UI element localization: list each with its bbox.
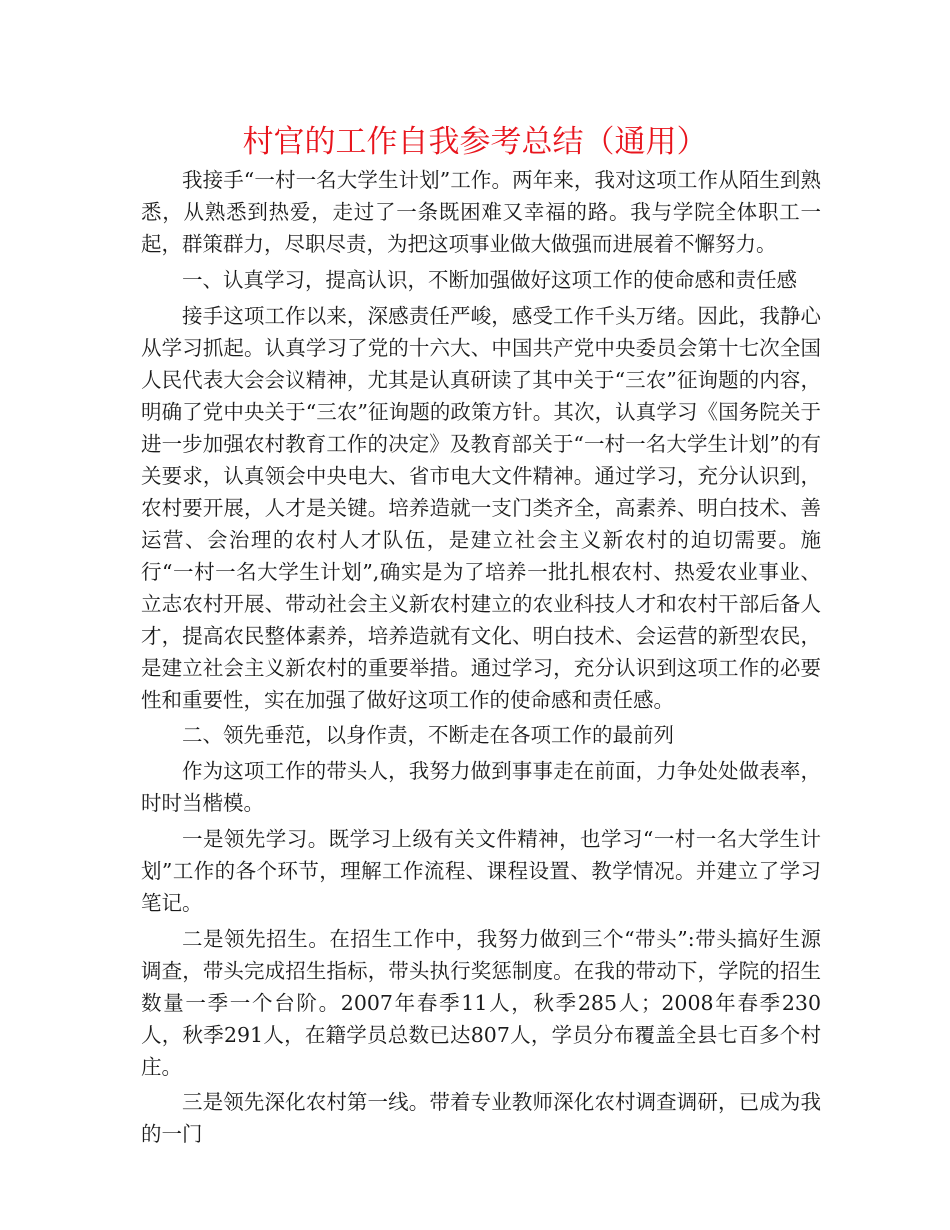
paragraph-lead-study: 一是领先学习。既学习上级有关文件精神，也学习“一村一名大学生计划”工作的各个环节，理解工作流程、课程设置、教学情况。并建立了学习笔记。 <box>141 826 821 915</box>
paragraph-lead-village: 三是领先深化农村第一线。带着专业教师深化农村调查调研，已成为我的一门 <box>141 1090 821 1147</box>
section-heading-2: 二、领先垂范，以身作责，不断走在各项工作的最前列 <box>182 723 674 748</box>
paragraph-lead-enrollment: 二是领先招生。在招生工作中，我努力做到三个“带头”:带头搞好生源调查，带头完成招生指标，带头执行奖惩制度。在我的带动下，学院的招生数量一季一个台阶。2007年春季11人，秋季285人；2008年春季230人，秋季291人，在籍学员总数已达807人，学员分布覆盖全县七百多个村庄。 <box>141 926 821 1079</box>
document-body <box>141 164 821 1154</box>
section-heading-1: 一、认真学习，提高认识，不断加强做好这项工作的使命感和责任感 <box>182 267 797 292</box>
paragraph-study: 接手这项工作以来，深感责任严峻，感受工作千头万绪。因此，我静心从学习抓起。认真学习了党的十六大、中国共产党中央委员会第十七次全国人民代表大会会议精神，尤其是认真研读了其中关于“三农”征询题的内容，明确了党中央关于“三农”征询题的政策方针。其次，认真学习《国务院关于进一步加强农村教育工作的决定》及教育部关于“一村一名大学生计划”的有关要求，认真领会中央电大、省市电大文件精神。通过学习，充分认识到，农村要开展，人才是关键。培养造就一支门类齐全，高素养、明白技术、善运营、会治理的农村人才队伍，是建立社会主义新农村的迫切需要。施行“一村一名大学生计划”,确实是为了培养一批扎根农村、热爱农业事业、立志农村开展、带动社会主义新农村建立的农业科技人才和农村干部后备人才，提高农民整体素养，培养造就有文化、明白技术、会运营的新型农民，是建立社会主义新农村的重要举措。通过学习，充分认识到这项工作的必要性和重要性，实在加强了做好这项工作的使命感和责任感。 <box>141 303 821 712</box>
document-title: 村官的工作自我参考总结（通用） <box>242 124 708 160</box>
paragraph-intro: 我接手“一村一名大学生计划”工作。两年来，我对这项工作从陌生到熟悉，从熟悉到热爱，走过了一条既困难又幸福的路。我与学院全体职工一起，群策群力，尽职尽责，为把这项事业做大做强而进展着不懈努力。 <box>141 168 821 256</box>
paragraph-leader: 作为这项工作的带头人，我努力做到事事走在前面，力争处处做表率，时时当楷模。 <box>141 759 821 815</box>
